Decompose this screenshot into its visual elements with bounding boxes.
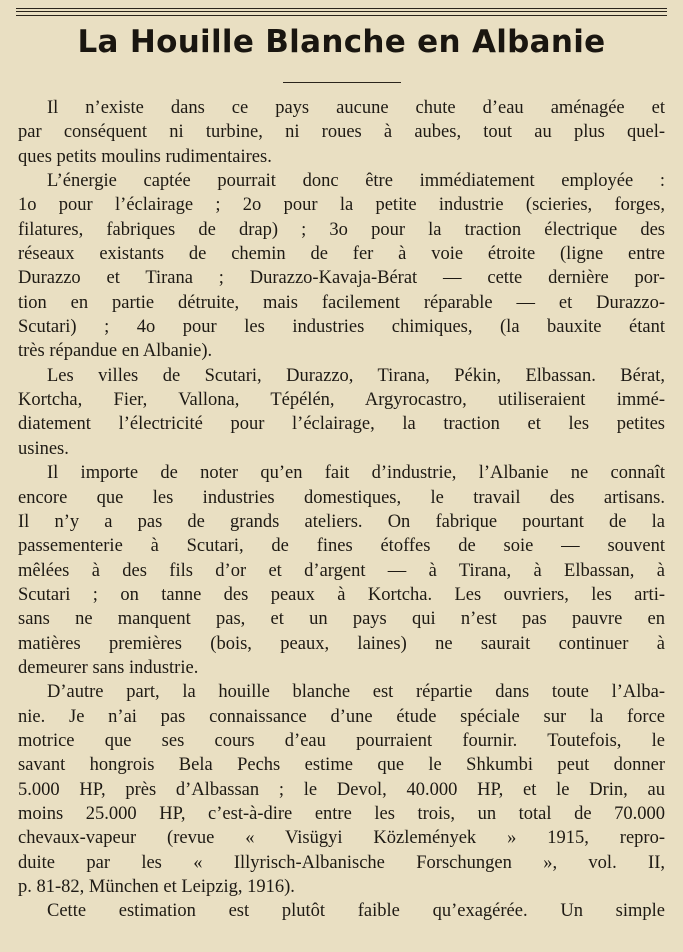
paragraph <box>18 899 665 923</box>
text-line: chevaux-vapeur (revue « Visügyi Közlemények » 1915, repro- <box>18 828 665 849</box>
text-line: 1o pour l’éclairage ; 2o pour la petite industrie (scieries, forges, <box>18 195 665 216</box>
text-line: motrice que ses cours d’eau pourraient fournir. Toutefois, le <box>18 730 665 751</box>
top-double-rule <box>16 8 667 16</box>
paragraph <box>18 461 665 680</box>
text-line: encore que les industries domestiques, le travail des artisans. <box>18 487 665 508</box>
article-title: La Houille Blanche en Albanie <box>77 24 606 60</box>
text-line: savant hongrois Bela Pechs estime que le Shkumbi peut donner <box>18 755 665 776</box>
text-line: Il n’y a pas de grands ateliers. On fabrique pourtant de la <box>18 511 665 532</box>
text-line: sans ne manquent pas, et un pays qui n’est pas pauvre en <box>18 609 665 630</box>
paragraph <box>18 680 665 899</box>
text-line: ques petits moulins rudimentaires. <box>18 146 272 167</box>
article-body <box>18 96 665 924</box>
text-line: duite par les « Illyrisch-Albanische Forschungen », vol. II, <box>18 852 665 873</box>
text-line: Kortcha, Fier, Vallona, Tépélén, Argyrocastro, utiliseraient immé- <box>18 390 665 411</box>
text-line: usines. <box>18 438 69 459</box>
text-line: demeurer sans industrie. <box>18 657 199 678</box>
text-line: par conséquent ni turbine, ni roues à aubes, tout au plus quel- <box>18 122 665 143</box>
text-line: passementerie à Scutari, de fines étoffes de soie — souvent <box>18 536 665 557</box>
text-line: matières premières (bois, peaux, laines) ne saurait continuer à <box>18 633 665 654</box>
text-line: Il n’existe dans ce pays aucune chute d’eau aménagée et <box>47 98 665 118</box>
text-line: Scutari) ; 4o pour les industries chimiques, (la bauxite étant <box>18 317 665 338</box>
text-line: p. 81-82, München et Leipzig, 1916). <box>18 877 295 897</box>
text-line: diatement l’électricité pour l’éclairage, la traction et les petites <box>18 414 665 435</box>
text-line: filatures, fabriques de drap) ; 3o pour la traction électrique des <box>18 219 665 240</box>
text-line: Il importe de noter qu’en fait d’industrie, l’Albanie ne connaît <box>47 463 665 484</box>
text-line: D’autre part, la houille blanche est répartie dans toute l’Alba- <box>47 682 665 703</box>
text-line: Scutari ; on tanne des peaux à Kortcha. Les ouvriers, les arti- <box>18 584 665 605</box>
text-line: L’énergie captée pourrait donc être immédiatement employée : <box>47 171 665 192</box>
text-line: 5.000 HP, près d’Albassan ; le Devol, 40.000 HP, et le Drin, au <box>18 779 665 800</box>
title-underline <box>283 82 401 83</box>
text-line: très répandue en Albanie). <box>18 341 213 362</box>
paragraph <box>18 364 665 461</box>
paragraph <box>18 169 665 364</box>
text-line: tion en partie détruite, mais facilement réparable — et Durazzo- <box>18 292 665 313</box>
text-line: nie. Je n’ai pas connaissance d’une étude spéciale sur la force <box>18 706 665 727</box>
paragraph <box>18 96 665 169</box>
text-line: Cette estimation est plutôt faible qu’exagérée. Un simple <box>47 901 665 922</box>
text-line: Les villes de Scutari, Durazzo, Tirana, Pékin, Elbassan. Bérat, <box>47 365 665 386</box>
text-line: moins 25.000 HP, c’est-à-dire entre les trois, un total de 70.000 <box>18 803 665 824</box>
text-line: réseaux existants de chemin de fer à voie étroite (ligne entre <box>18 244 665 265</box>
text-line: Durazzo et Tirana ; Durazzo-Kavaja-Bérat — cette dernière por- <box>18 268 665 289</box>
text-line: mêlées à des fils d’or et d’argent — à Tirana, à Elbassan, à <box>18 560 665 581</box>
